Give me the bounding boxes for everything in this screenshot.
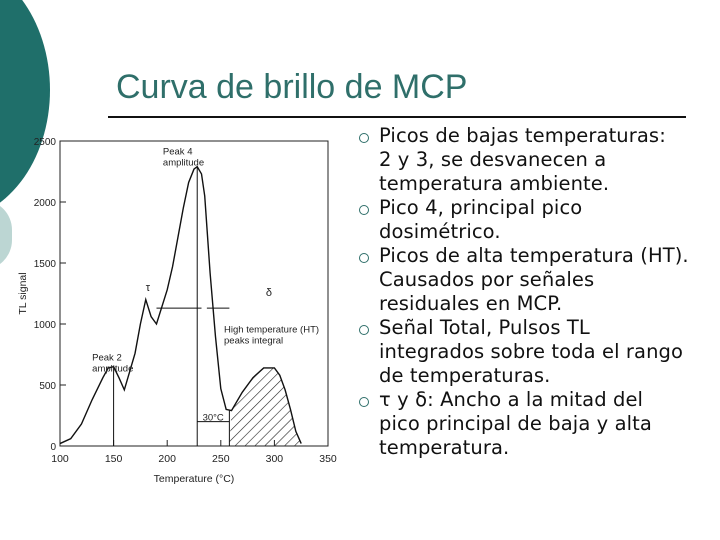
x-tick-label: 350 (319, 453, 337, 465)
bullet-item-3 (355, 244, 717, 316)
y-axis-label: TL signal (17, 272, 29, 315)
hollow-circle-icon (359, 253, 369, 263)
hollow-circle-icon (359, 397, 369, 407)
peak4-label: Peak 4 (162, 146, 193, 158)
y-tick-label: 500 (39, 381, 56, 392)
bullet-text-4: Señal Total, Pulsos TL integrados sobre toda el rango de temperaturas. (379, 316, 684, 387)
delta-label: δ (265, 286, 272, 299)
y-tick-label: 1000 (33, 320, 56, 331)
peak2-label: Peak 2 (92, 352, 122, 364)
x-tick-label: 150 (104, 453, 123, 465)
ht-label: High temperature (HT) (224, 324, 320, 336)
y-tick-label: 2000 (33, 198, 56, 209)
x-tick-label: 200 (158, 453, 176, 465)
title-divider (108, 116, 686, 118)
thirty-degree-label: 30°C (202, 412, 224, 424)
x-axis-label: Temperature (°C) (153, 473, 235, 485)
slide-title: Curva de brillo de MCP (116, 68, 468, 106)
ht-label-line2: peaks integral (224, 335, 284, 347)
x-tick-label: 100 (51, 453, 69, 465)
y-tick-label: 2500 (33, 137, 56, 148)
bullet-text-2: Pico 4, principal pico dosimétrico. (379, 196, 583, 243)
bullet-item-1 (355, 124, 717, 196)
bullet-text-5: τ y δ: Ancho a la mitad del pico principal de baja y alta temperatura. (379, 388, 652, 459)
x-tick-label: 300 (265, 453, 284, 465)
bullet-item-5 (355, 388, 717, 460)
peak4-label-line2: amplitude (162, 157, 205, 169)
glow-curve-chart (10, 126, 350, 491)
bullet-item-2 (355, 196, 717, 244)
glow-curve-figure (10, 126, 350, 491)
x-tick-label: 250 (212, 453, 230, 465)
bullet-list (355, 124, 717, 460)
bullet-text-1: Picos de bajas temperaturas: 2 y 3, se desvanecen a temperatura ambiente. (379, 124, 666, 195)
peak2-label-line2: amplitude (92, 363, 134, 375)
y-tick-label: 0 (50, 442, 56, 453)
hollow-circle-icon (359, 133, 369, 143)
tau-label: τ (145, 282, 151, 295)
bullet-item-4 (355, 316, 717, 388)
hollow-circle-icon (359, 205, 369, 215)
bullet-text-3: Picos de alta temperatura (HT). Causados por señales residuales en MCP. (379, 244, 689, 315)
y-tick-label: 1500 (33, 259, 56, 270)
hollow-circle-icon (359, 325, 369, 335)
